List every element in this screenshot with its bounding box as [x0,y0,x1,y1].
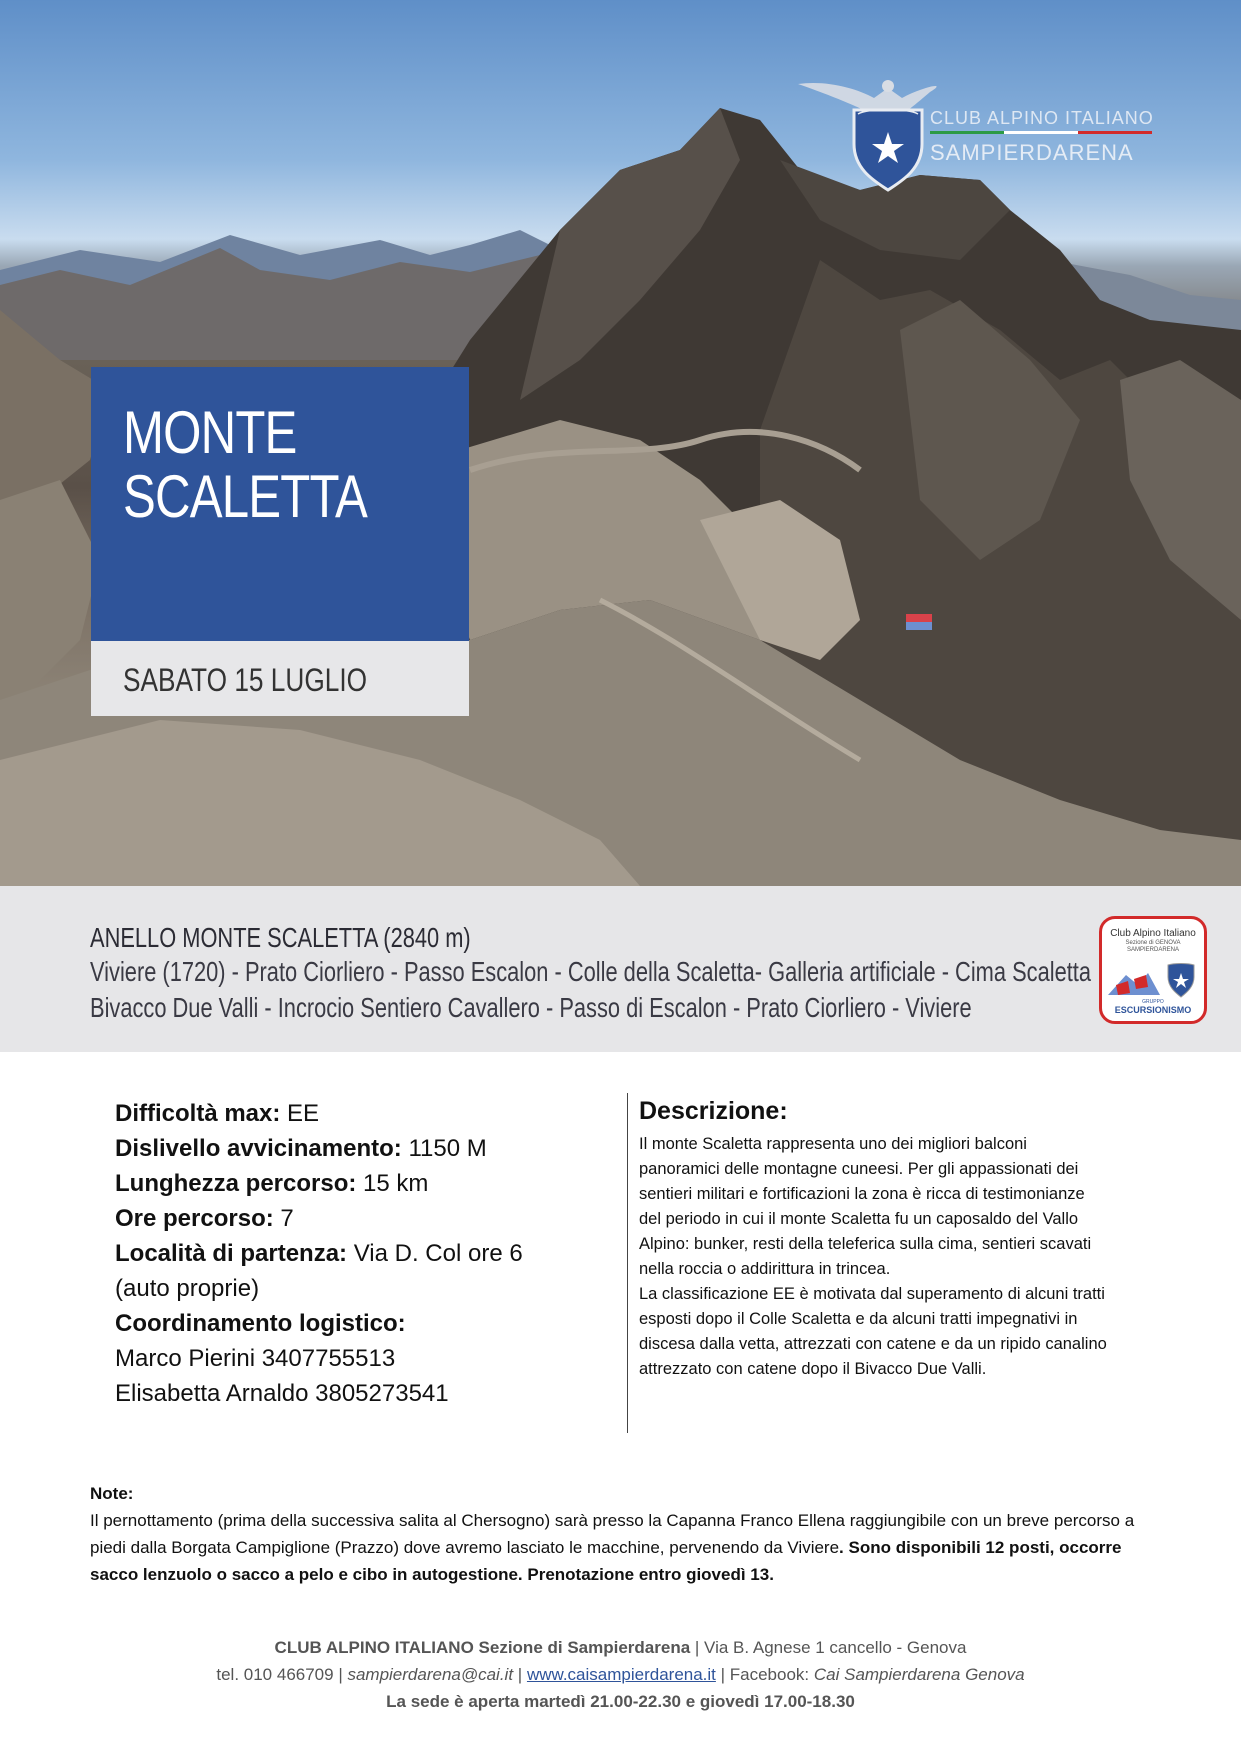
footer-email[interactable]: sampierdarena@cai.it [347,1665,514,1684]
footer [0,1634,1241,1715]
length-row: Lunghezza percorso: 15 km [115,1170,429,1197]
description-para-2: La classificazione EE è motivata dal superamento di alcuni tratti esposti dopo il Colle Scaletta e da alcuni tratti impegnativi in discesa dalla vetta, attrezzati con catene e da un ripido canalino attrezzato con catene dopo il Bivacco Due Valli. [639,1285,1107,1378]
footer-facebook[interactable]: Cai Sampierdarena Genova [813,1665,1025,1684]
contact-1: Marco Pierini 3407755513 [115,1345,396,1372]
date-box [91,641,469,716]
logo-tricolor-bar [930,131,1152,134]
event-date: SABATO 15 LUGLIO [123,662,368,698]
departure-row: Località di partenza: Via D. Col ore 6 [115,1240,523,1267]
title-box [91,367,469,641]
departure-note: (auto proprie) [115,1275,260,1302]
route-band [0,886,1241,1052]
escursionismo-badge [1099,916,1207,1024]
footer-contacts: tel. 010 466709 | sampierdarena@cai.it | www.caisampierdarena.it | Facebook: Cai Sampierdarena Genova [216,1665,1025,1684]
coordination-label: Coordinamento logistico: [115,1310,406,1337]
description-heading: Descrizione: [639,1097,788,1125]
info-details [115,1096,615,1411]
route-itinerary-1: Viviere (1720) - Prato Ciorliero - Passo Escalon - Colle della Scaletta- Galleria artificiale - Cima Scaletta [90,956,1091,987]
hours-row: Ore percorso: 7 [115,1205,294,1232]
logo-text-bottom: SAMPIERDARENA [930,140,1134,165]
column-divider [627,1093,628,1433]
badge-small: GRUPPO [1142,999,1164,1005]
badge-subtitle: Sezione di GENOVA SAMPIERDARENA [1125,940,1181,953]
contact-2: Elisabetta Arnaldo 3805273541 [115,1380,449,1407]
badge-title: Club Alpino Italiano [1110,928,1196,939]
notes-title: Note: [90,1484,134,1503]
route-title: ANELLO MONTE SCALETTA (2840 m) [90,922,471,953]
logo-text-top: CLUB ALPINO ITALIANO [930,108,1154,128]
footer-website-link[interactable]: www.caisampierdarena.it [526,1665,716,1684]
title-line-2: SCALETTA [123,463,368,530]
footer-address: CLUB ALPINO ITALIANO Sezione di Sampierdarena | Via B. Agnese 1 cancello - Genova [274,1638,967,1657]
description-para-1: Il monte Scaletta rappresenta uno dei migliori balconi panoramici delle montagne cuneesi. Per gli appassionati dei sentieri militari e fortificazioni la zona è ricca di testimonianze del periodo in cui il monte Scaletta fu un caposaldo del Vallo Alpino: bunker, resti della teleferica sulla cima, sentieri scavati nella roccia o addirittura in trincea. [639,1135,1092,1278]
difficulty-row: Difficoltà max: EE [115,1100,320,1127]
notes-body: Il pernottamento (prima della successiva salita al Chersogno) sarà presso la Capanna Franco Ellena raggiungibile con un breve percorso a piedi dalla Borgata Campiglione (Prazzo) dove avremo lasciato le macchine, pervenendo da Viviere. Sono disponibili 12 posti, occorre sacco lenzuolo o sacco a pelo e cibo in autogestione. Prenotazione entro giovedì 13. [90,1511,1135,1584]
mountain-flag-icon [1108,955,1200,1001]
route-itinerary-2: Bivacco Due Valli - Incrocio Sentiero Cavallero - Passo di Escalon - Prato Ciorliero - Viviere [90,992,972,1023]
title-line-1: MONTE [123,399,297,466]
badge-label: ESCURSIONISMO [1114,1005,1192,1015]
cai-logo-icon [796,74,1156,194]
description-section [639,1096,1109,1382]
footer-hours: La sede è aperta martedì 21.00-22.30 e giovedì 17.00-18.30 [386,1692,855,1711]
elevation-row: Dislivello avvicinamento: 1150 M [115,1135,487,1162]
notes-section [90,1480,1170,1588]
